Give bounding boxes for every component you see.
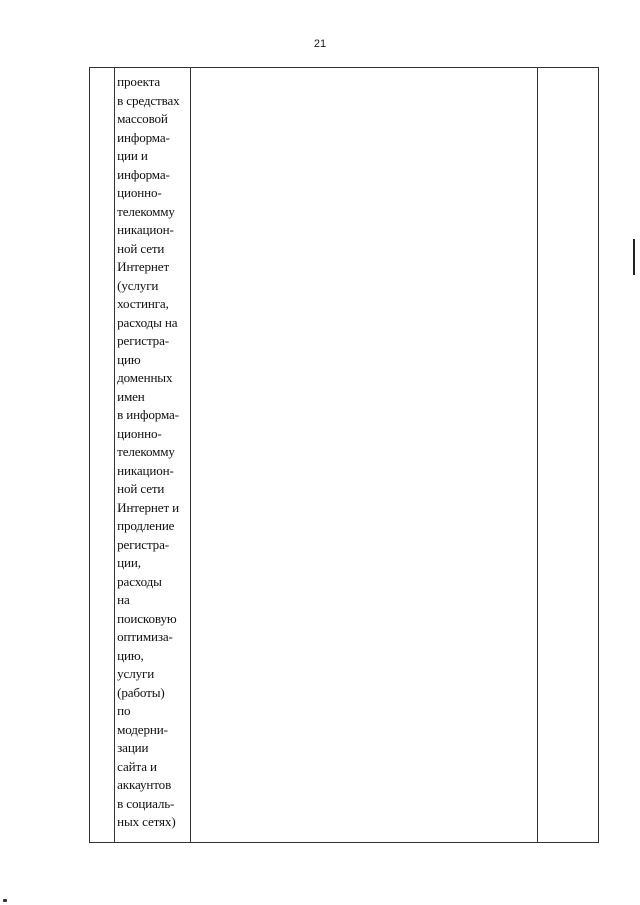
cell-line: зации (117, 740, 149, 755)
cell-line: доменных (117, 370, 173, 385)
table-cell-empty-narrow (537, 68, 598, 843)
margin-mark (633, 239, 635, 275)
cell-line: ции, (117, 555, 141, 570)
cell-line: информа- (117, 129, 170, 145)
cell-line: модерни- (117, 721, 168, 737)
cell-line: проекта (117, 74, 161, 89)
cell-line: телекомму (117, 444, 175, 459)
cell-text (115, 68, 189, 832)
cell-line: никацион- (117, 222, 174, 237)
cell-line: ных сетях) (117, 814, 176, 829)
cell-line: никацион- (117, 462, 174, 478)
cell-line: телекомму (117, 203, 175, 219)
cell-line: продление (117, 518, 175, 533)
cell-line: в средствах (117, 92, 180, 108)
cell-line: имен (117, 388, 145, 404)
cell-line: аккаунтов (117, 777, 172, 792)
cell-line: информа- (117, 166, 170, 182)
cell-line: услуги (117, 666, 155, 681)
table-cell-empty-wide (190, 68, 537, 843)
cell-line: поисковую (117, 610, 177, 626)
scan-speck (3, 899, 7, 902)
cell-line: по (117, 703, 131, 718)
cell-line: ционно- (117, 425, 162, 441)
cell-line: в социаль- (117, 795, 175, 811)
table-cell-description (115, 68, 190, 843)
cell-line: оптимиза- (117, 629, 173, 644)
cell-line: (услуги (117, 277, 159, 293)
cell-line: цию (117, 351, 141, 367)
table-cell-index (90, 68, 115, 843)
cell-line: Интернет и (117, 499, 180, 515)
cell-line: ционно- (117, 185, 162, 200)
cell-line: массовой (117, 111, 168, 126)
cell-line: расходы (117, 573, 162, 589)
cell-line: расходы на (117, 314, 178, 330)
document-table (89, 67, 599, 843)
cell-line: регистра- (117, 536, 169, 552)
cell-line: (работы) (117, 684, 165, 700)
cell-line: регистра- (117, 333, 169, 348)
cell-line: ции и (117, 148, 148, 163)
cell-line: в информа- (117, 407, 179, 422)
cell-line: цию, (117, 647, 144, 663)
table-row (90, 68, 599, 843)
cell-line: Интернет (117, 259, 170, 274)
page-number: 21 (313, 38, 327, 50)
cell-line: хостинга, (117, 296, 169, 311)
cell-line: ной сети (117, 481, 165, 496)
cell-line: на (117, 592, 130, 607)
cell-line: сайта и (117, 758, 157, 774)
cell-line: ной сети (117, 240, 165, 256)
